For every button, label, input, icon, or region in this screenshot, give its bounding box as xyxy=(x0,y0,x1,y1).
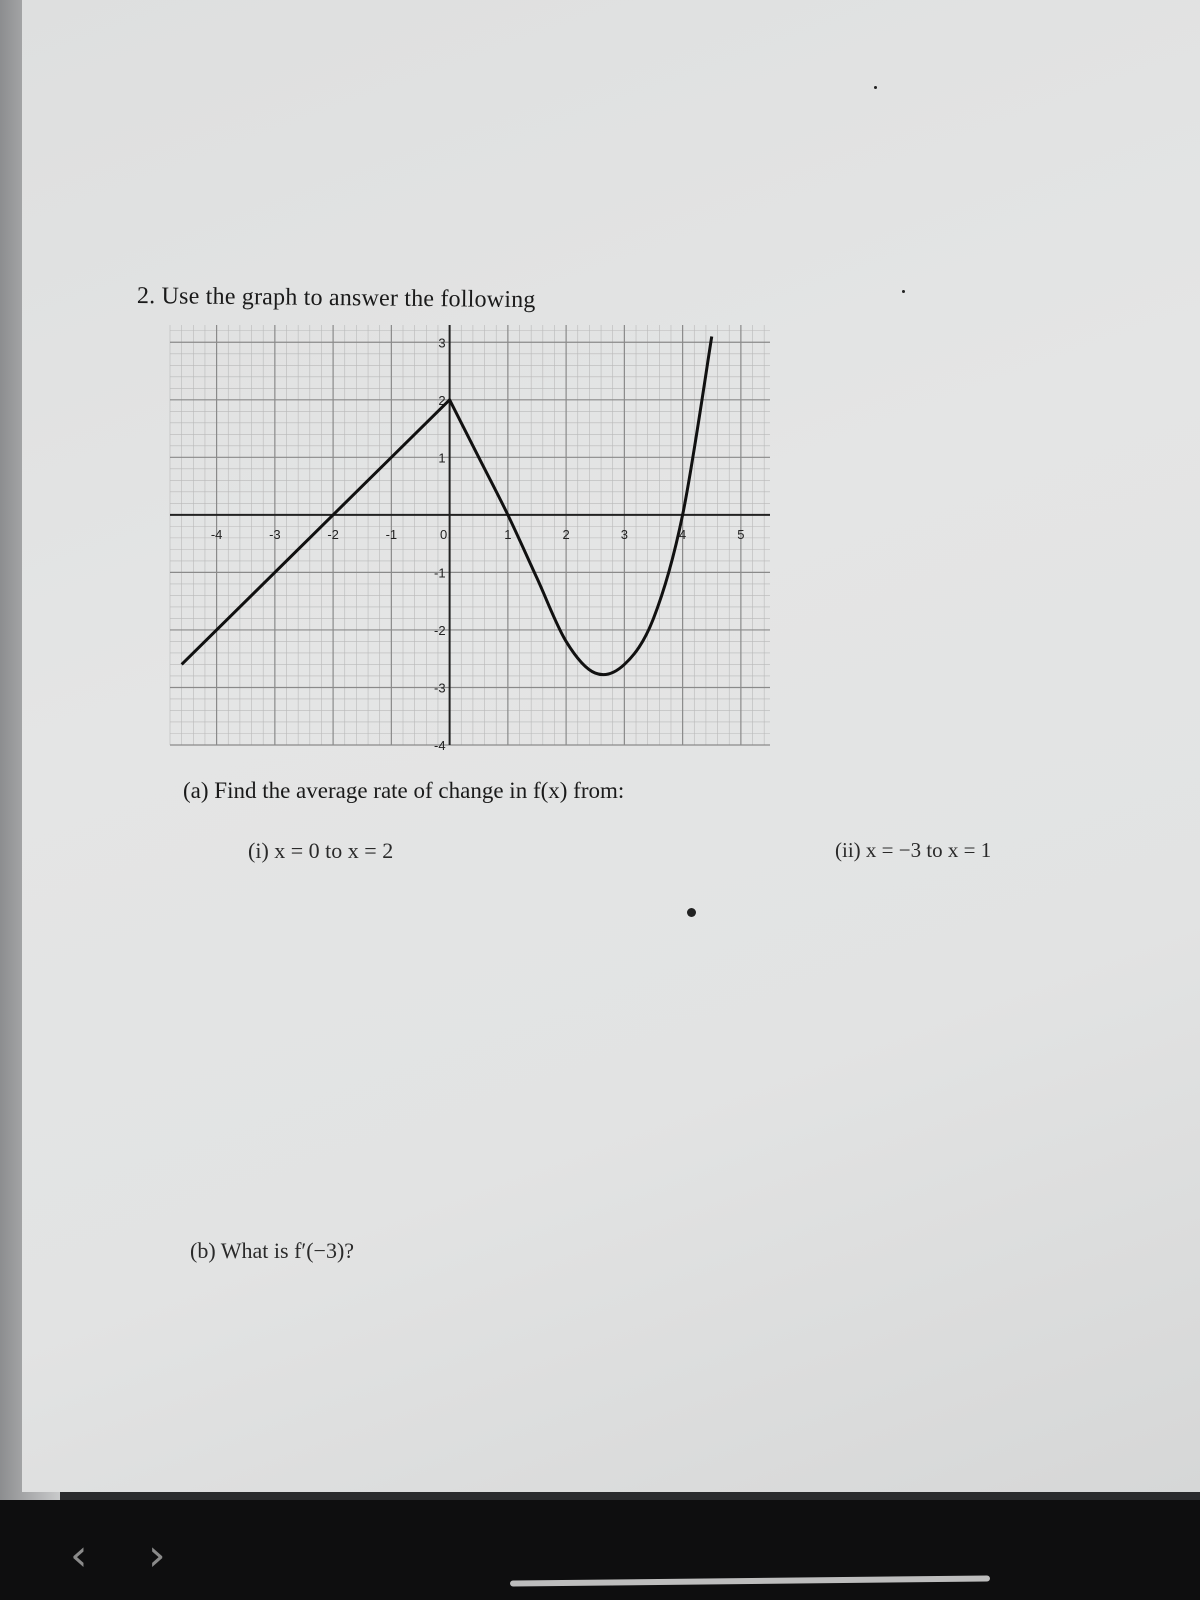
function-graph xyxy=(165,320,775,760)
x-tick-label: 1 xyxy=(504,526,512,542)
chevron-right-icon[interactable]: › xyxy=(148,1530,166,1581)
y-tick-label: -3 xyxy=(434,680,446,696)
part-a-prompt: (a) Find the average rate of change in f(x) from: xyxy=(183,778,625,803)
y-tick-label: -1 xyxy=(434,565,446,581)
part-a-i: (i) x = 0 to x = 2 xyxy=(248,838,394,863)
x-tick-label: -1 xyxy=(385,526,398,542)
paper-speck xyxy=(874,86,877,89)
y-tick-label: 2 xyxy=(438,392,446,408)
question-title: 2. Use the graph to answer the following xyxy=(136,283,536,314)
y-tick-label: 1 xyxy=(438,450,446,466)
x-tick-label: -3 xyxy=(269,526,281,542)
x-tick-label: 3 xyxy=(620,526,628,542)
part-b-prompt: (b) What is f′(−3)? xyxy=(190,1238,355,1263)
paper-speck xyxy=(687,908,696,917)
y-tick-label: 3 xyxy=(438,335,446,351)
y-tick-label: -4 xyxy=(434,738,446,753)
x-tick-label: -4 xyxy=(210,526,223,542)
function-curve xyxy=(182,337,712,675)
chevron-left-icon[interactable]: ‹ xyxy=(70,1530,88,1581)
x-tick-label: 2 xyxy=(562,526,570,542)
y-tick-label: -2 xyxy=(434,622,446,638)
x-tick-label: -2 xyxy=(327,526,339,542)
x-tick-label: 4 xyxy=(679,526,687,542)
x-tick-label: 5 xyxy=(737,526,745,542)
x-tick-label: 0 xyxy=(439,526,448,542)
paper-speck xyxy=(902,290,905,293)
part-a-ii: (ii) x = −3 to x = 1 xyxy=(835,838,992,862)
